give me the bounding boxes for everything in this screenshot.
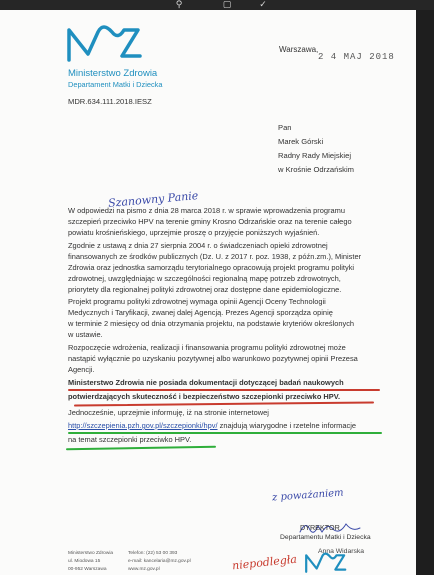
ministry-name: Ministerstwo Zdrowia bbox=[68, 68, 158, 79]
body-line: Projekt programu polityki zdrowotnej wymaga opinii Agencji Oceny Technologii bbox=[68, 297, 326, 306]
body-line: powiatu krośnieńskiego, uprzejmie proszę o przyjęcie poniższych wyjaśnień. bbox=[68, 228, 320, 237]
edit-icon[interactable]: ✓ bbox=[259, 0, 267, 9]
body-line: Zdrowia oraz jednostka samorządu terytorialnego opracowują projekt programu polityki bbox=[68, 263, 355, 272]
body-line: na temat szczepionki przeciwko HPV. bbox=[68, 435, 192, 444]
footer-contact: Telefon: (22) 53 00 393 bbox=[128, 551, 178, 556]
footer-address: Ministerstwo Zdrowia bbox=[68, 551, 114, 556]
signatory-role: DYREKTOR bbox=[300, 523, 340, 532]
footer-address: ul. Miodowa 15 bbox=[68, 559, 101, 564]
ministry-logo-icon bbox=[66, 24, 144, 64]
body-line-highlighted: potwierdzających skuteczność i bezpieczeństwo szczepionki przeciwko HPV. bbox=[68, 392, 341, 401]
letter-city: Warszawa, bbox=[279, 45, 319, 54]
hpv-info-link[interactable]: http://szczepienia.pzh.gov.pl/szczepionki/hpv/ bbox=[68, 421, 218, 430]
body-line: w ustawie. bbox=[68, 330, 103, 339]
body-line: W odpowiedzi na pismo z dnia 28 marca 2018 r. w sprawie wprowadzenia programu bbox=[68, 206, 345, 215]
body-line: w terminie 2 miesięcy od dnia otrzymania projektu, na podstawie kryteriów określonych bbox=[68, 319, 355, 328]
recipient-line: Marek Górski bbox=[278, 137, 324, 146]
body-line: szczepień przeciwko HPV na terenie gminy Krosno Odrzańskie oraz na terenie całego bbox=[68, 217, 352, 226]
body-line: Medycznych i Taryfikacji, zwanej dalej Agencją. Prezes Agencji sporządza opinię bbox=[68, 308, 333, 317]
reference-number: MDR.634.111.2018.IESZ bbox=[68, 97, 152, 106]
letter-page bbox=[0, 10, 416, 575]
body-line: Jednocześnie, uprzejmie informuję, iż na stronie internetowej bbox=[68, 408, 269, 417]
body-line-highlighted: Ministerstwo Zdrowia nie posiada dokumentacji dotyczącej badań naukowych bbox=[68, 378, 344, 387]
page-edge bbox=[416, 10, 434, 575]
body-line: priorytety dla regionalnej polityki zdrowotnej oraz dostępne dane epidemiologiczne. bbox=[68, 285, 342, 294]
handwritten-closing: z poważaniem bbox=[271, 487, 344, 504]
footer-contact: e-mail: kancelaria@mz.gov.pl bbox=[128, 559, 191, 564]
recipient-line: w Krośnie Odrzańskim bbox=[278, 165, 354, 174]
green-underline bbox=[68, 432, 382, 434]
body-line: Rozpoczęcie wdrożenia, realizacji i finansowania programu polityki zdrowotnej może bbox=[68, 343, 346, 352]
search-icon[interactable]: ⚲ bbox=[175, 0, 183, 9]
footer-contact: www.mz.gov.pl bbox=[128, 567, 160, 572]
red-underline bbox=[74, 401, 374, 406]
handwritten-salutation: Szanowny Panie bbox=[107, 189, 199, 210]
body-line: finansowanych ze środków publicznych (Dz. U. z 2017 r. poz. 1938, z późn.zm.), Minister bbox=[68, 252, 362, 261]
footer-logo-icon bbox=[300, 552, 352, 574]
body-line: nastąpić wyłącznie po uzyskaniu pozytywnej albo warunkowo pozytywnej opinii Prezesa bbox=[68, 354, 358, 363]
body-line: Zgodnie z ustawą z dnia 27 sierpnia 2004 r. o świadczeniach opieki zdrowotnej bbox=[68, 241, 328, 250]
recipient-line: Pan bbox=[278, 123, 292, 132]
department-name: Departament Matki i Dziecka bbox=[68, 80, 163, 89]
body-line-tail: znajdują wiarygodne i rzetelne informacje bbox=[217, 421, 357, 430]
body-line: Agencji. bbox=[68, 365, 95, 374]
zoom-icon[interactable]: ▢ bbox=[222, 0, 232, 9]
body-line: zdrowotnej, uwzględniając w szczególności regionalną mapę potrzeb zdrowotnych, bbox=[68, 274, 341, 283]
body-line-link bbox=[68, 421, 356, 430]
footer-address: 00-952 Warszawa bbox=[68, 567, 107, 572]
date-stamp: 2 4 MAJ 2018 bbox=[318, 52, 395, 62]
green-underline bbox=[66, 446, 216, 451]
signatory-name: Anna Widarska bbox=[318, 548, 365, 555]
recipient-line: Radny Rady Miejskiej bbox=[278, 151, 352, 160]
handwritten-footer-note: niepodległa bbox=[231, 552, 298, 573]
signatory-department: Departamentu Matki i Dziecka bbox=[280, 534, 371, 541]
red-underline bbox=[68, 389, 380, 391]
